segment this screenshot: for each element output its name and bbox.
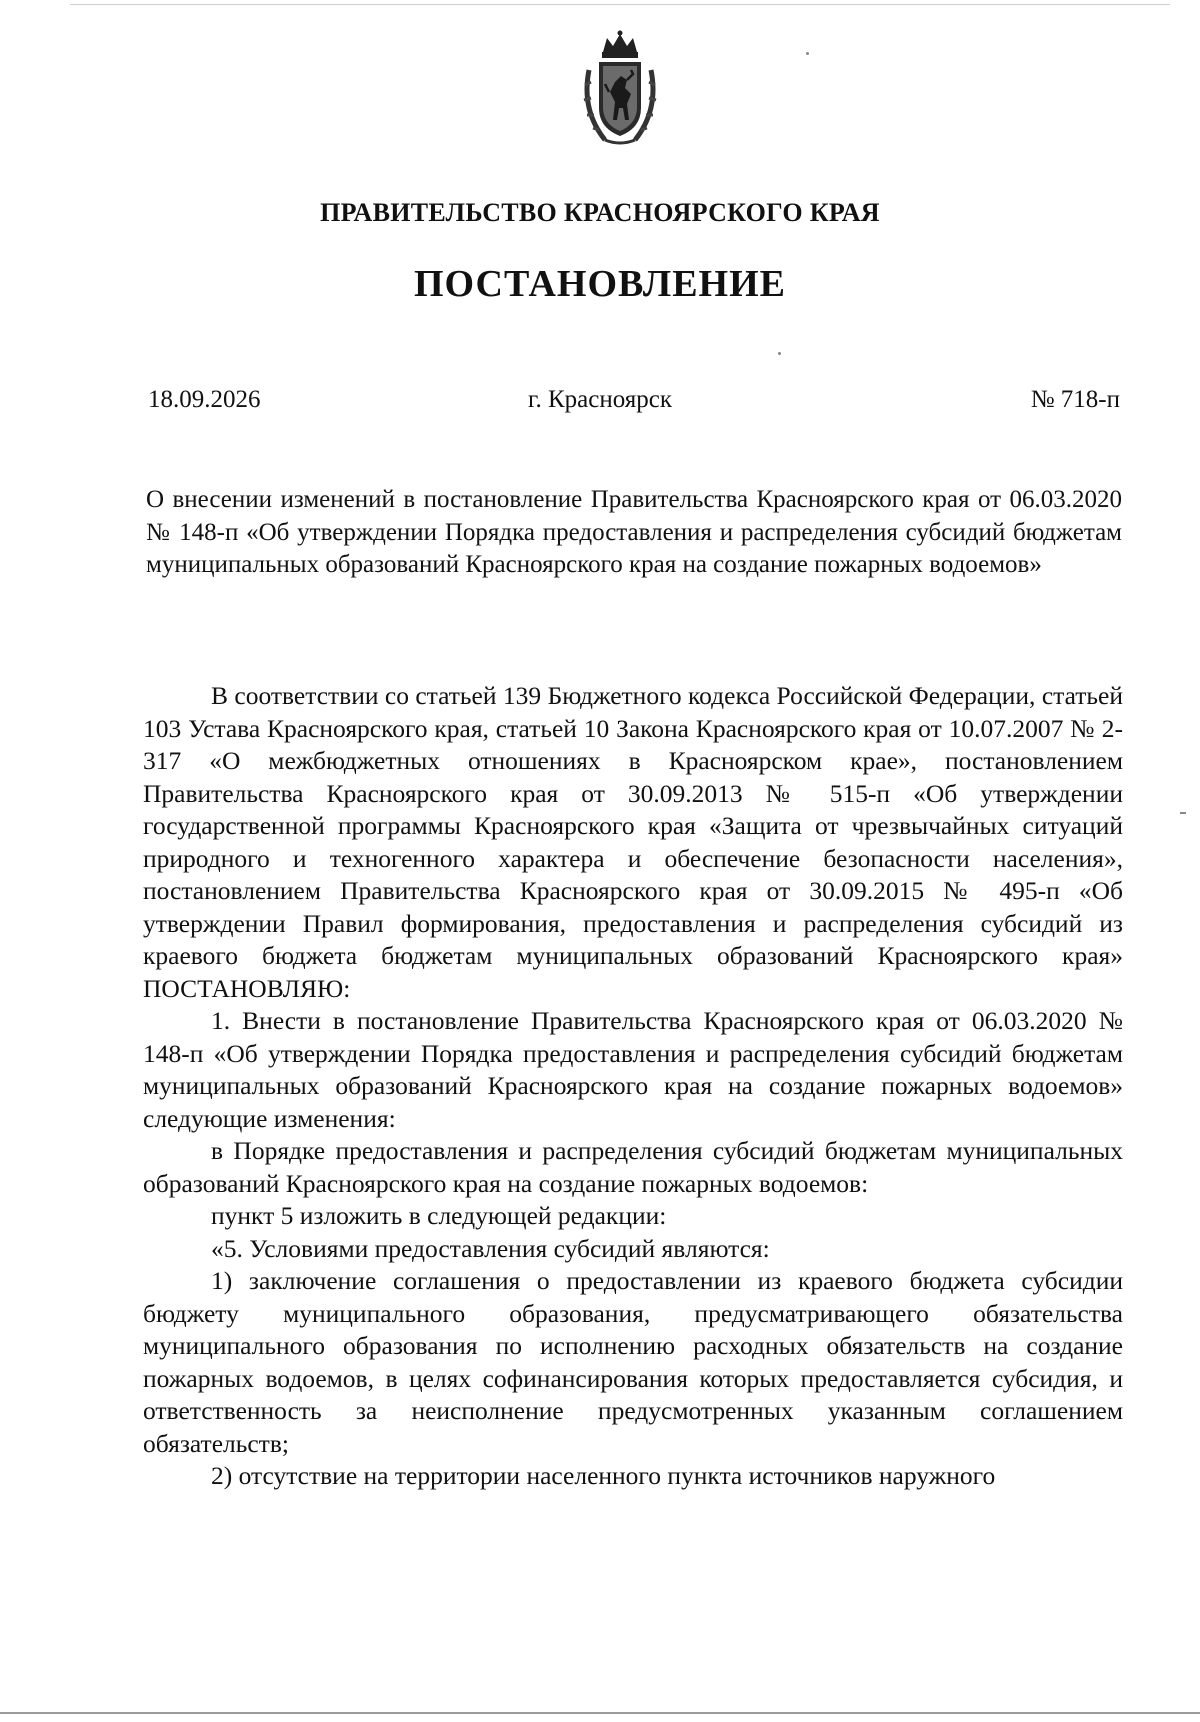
item-1-paragraph: 1. Внести в постановление Правительства Красноярского края от 06.03.2020 № 148-п «Об утверждении Порядка предоставления и распределения субсидий бюджетам муниципальных образований Красноярского края на создание пожарных водоемов» следующие изменения: — [143, 1006, 1123, 1133]
condition-2-paragraph: 2) отсутствие на территории населенного пункта источников наружного — [211, 1461, 996, 1490]
organization-title: ПРАВИТЕЛЬСТВО КРАСНОЯРСКОГО КРАЯ — [320, 198, 880, 227]
scan-edge-bottom — [0, 1712, 1200, 1714]
document-type-title: ПОСТАНОВЛЕНИЕ — [413, 263, 787, 305]
document-body — [143, 680, 1123, 1493]
scan-speck — [1180, 812, 1186, 814]
document-city: г. Красноярск — [528, 386, 672, 413]
scan-speck — [778, 352, 781, 355]
conditions-heading-paragraph: «5. Условиями предоставления субсидий являются: — [211, 1233, 770, 1263]
point-5-paragraph: пункт 5 изложить в следующей редакции: — [211, 1201, 667, 1230]
preamble-paragraph: В соответствии со статьей 139 Бюджетного кодекса Российской Федерации, статьей 103 Устава Красноярского края, статьей 10 Закона Красноярского края от 10.07.2007 № 2-317 «О межбюджетных отношениях в Красноярском крае», постановлением Правительства Красноярского края от 30.09.2013 № 515-п «Об утверждении государственной программы Красноярского края «Защита от чрезвычайных ситуаций природного и техногенного характера и обеспечение безопасности населения», постановлением Правительства Красноярского края от 30.09.2015 № 495-п «Об утверждении Правил формирования, предоставления и распределения субсидий из краевого бюджета бюджетам муниципальных образований Красноярского края» ПОСТАНОВЛЯЮ: — [143, 681, 1123, 1003]
order-paragraph: в Порядке предоставления и распределения субсидий бюджетам муниципальных образований Красноярского края на создание пожарных водоемов: — [143, 1136, 1123, 1198]
document-subject: О внесении изменений в постановление Правительства Красноярского края от 06.03.2020 № 148-п «Об утверждении Порядка предоставления и распределения субсидий бюджетам муниципальных образований Красноярского края на создание пожарных водоемов» — [146, 486, 1122, 578]
document-number: № 718-п — [1030, 386, 1120, 413]
krasnoyarsk-coat-of-arms-emblem — [575, 30, 665, 150]
scan-speck — [806, 52, 809, 55]
condition-1-paragraph: 1) заключение соглашения о предоставлении из краевого бюджета субсидии бюджету муниципального образования, предусматривающего обязательства муниципального образования по исполнению расходных обязательств на создание пожарных водоемов, в целях софинансирования которых предоставляется субсидия, и ответственность за неисполнение предусмотренных указанным соглашением обязательств; — [143, 1266, 1123, 1458]
document-date: 18.09.2026 — [148, 386, 261, 413]
scan-edge-top — [70, 4, 1170, 5]
